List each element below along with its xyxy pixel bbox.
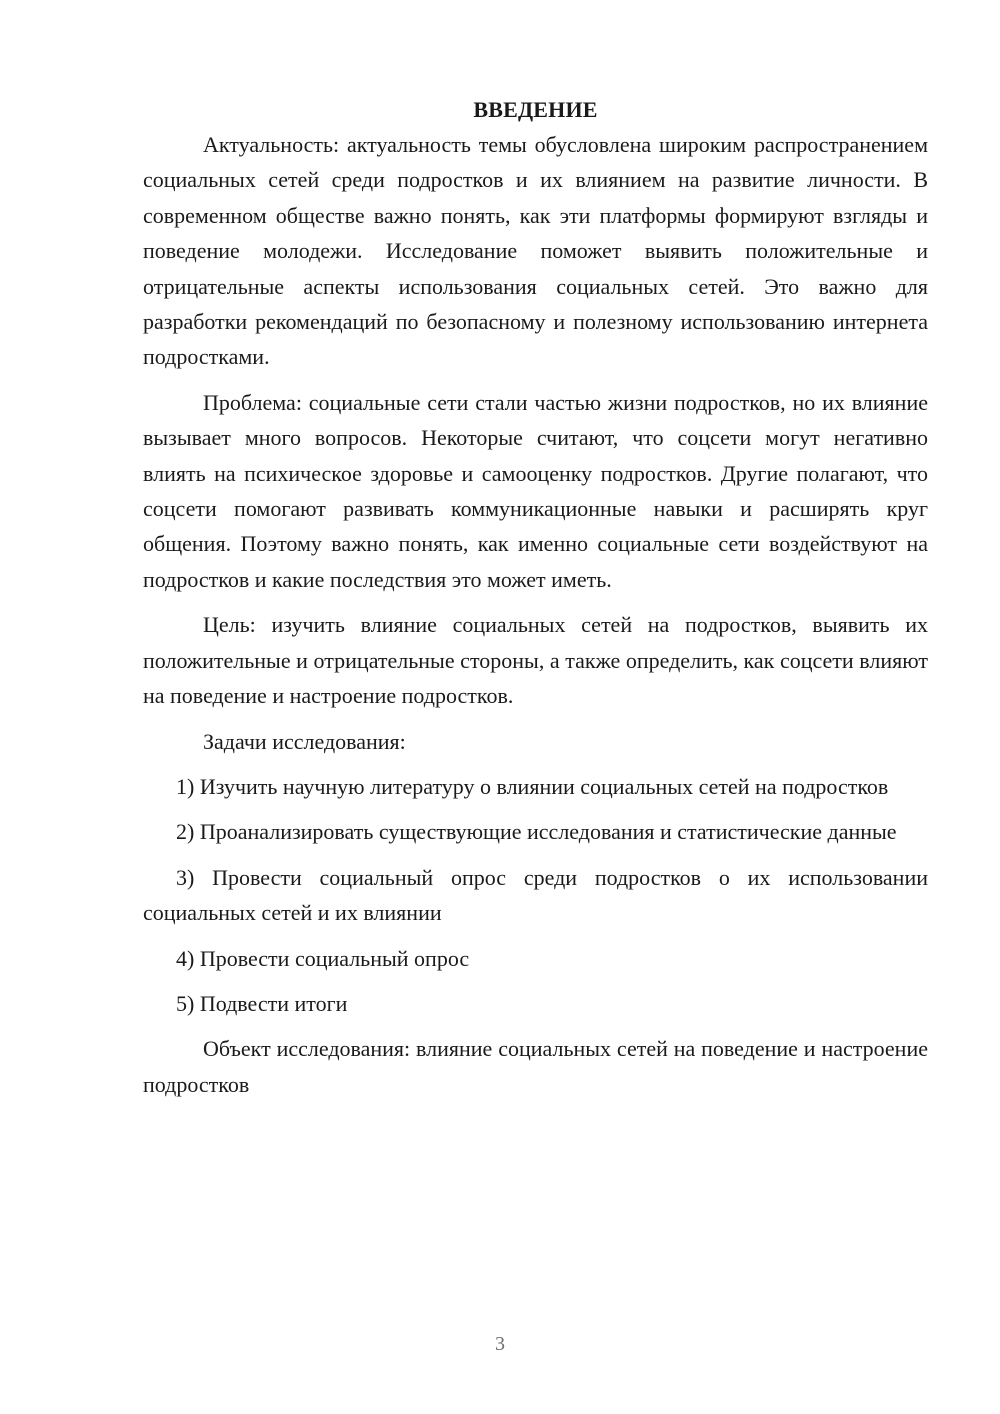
task-item-5: 5) Подвести итоги bbox=[176, 990, 348, 1016]
problem-paragraph: Проблема: социальные сети стали частью жизни подростков, но их влияние вызывает много вопросов. Некоторые считают, что соцсети могут негативно влиять на психическое здоровье и самооценку подростков. Другие полагают, что соцсети помогают развивать коммуникационные навыки и расширять круг общения. Поэтому важно понять, как именно социальные сети воздействуют на подростков и какие последствия это может иметь. bbox=[143, 389, 928, 592]
task-item-3: 3) Провести социальный опрос среди подростков о их использовании социальных сетей и их влиянии bbox=[143, 864, 928, 926]
object-paragraph: Объект исследования: влияние социальных сетей на поведение и настроение подростков bbox=[143, 1036, 928, 1097]
document-page bbox=[143, 92, 928, 1102]
page-title: ВВЕДЕНИЕ bbox=[473, 97, 598, 122]
goal-paragraph: Цель: изучить влияние социальных сетей на подростков, выявить их положительные и отрицательные стороны, а также определить, как соцсети влияют на поведение и настроение подростков. bbox=[143, 612, 928, 709]
relevance-paragraph: Актуальность: актуальность темы обусловлена широким распространением социальных сетей среди подростков и их влиянием на развитие личности. В современном обществе важно понять, как эти платформы формируют взгляды и поведение молодежи. Исследование поможет выявить положительные и отрицательные аспекты использования социальных сетей. Это важно для разработки рекомендаций по безопасному и полезному использованию интернета подростками. bbox=[143, 132, 928, 370]
task-item-4: 4) Провести социальный опрос bbox=[176, 945, 470, 971]
task-item-1: 1) Изучить научную литературу о влиянии социальных сетей на подростков bbox=[176, 773, 889, 799]
task-item-2: 2) Проанализировать существующие исследования и статистические данные bbox=[176, 819, 897, 845]
tasks-heading: Задачи исследования: bbox=[203, 728, 406, 754]
page-number: 3 bbox=[495, 1333, 505, 1355]
